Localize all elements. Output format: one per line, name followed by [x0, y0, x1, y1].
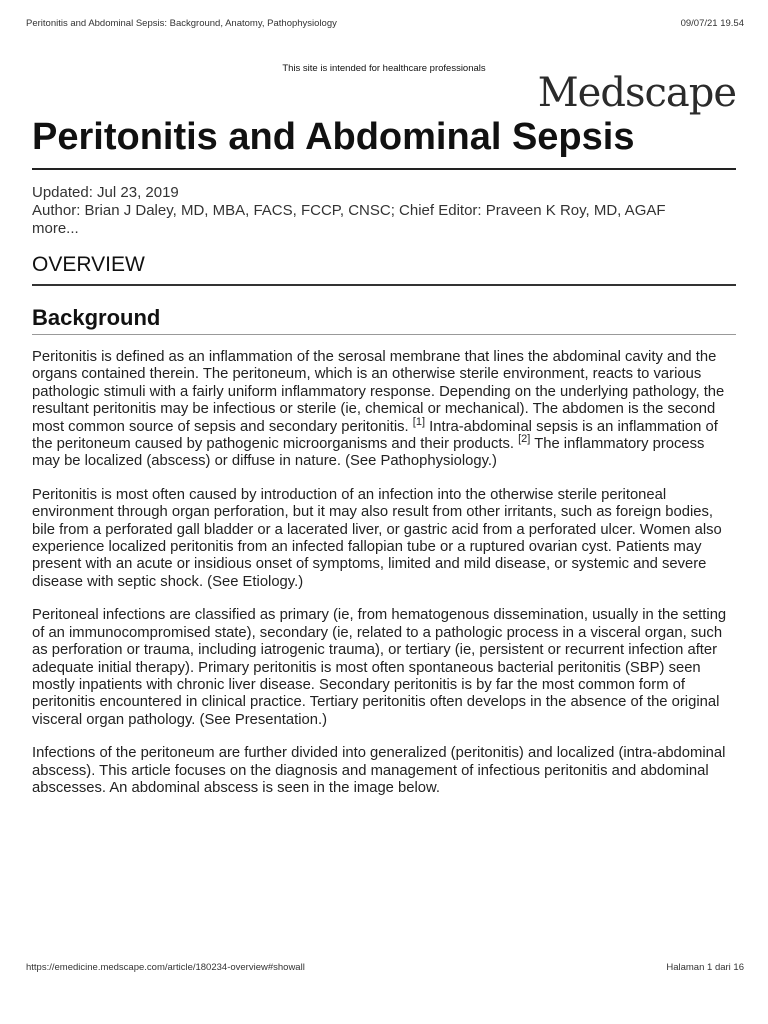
- print-header-datetime: 09/07/21 19.54: [680, 18, 744, 29]
- section-heading: OVERVIEW: [32, 252, 736, 286]
- reference-1-link[interactable]: [1]: [412, 415, 426, 428]
- medscape-logo[interactable]: Medscape: [537, 70, 736, 116]
- print-footer: [26, 962, 744, 973]
- paragraph-3: Peritoneal infections are classified as primary (ie, from hematogenous dissemination, usually in the setting of an immunocompromised state), secondary (ie, related to a pathologic process in a visceral organ, such as perforation or trauma, including iatrogenic trauma), or tertiary (ie, persistent or recurrent infection after adequate initial therapy). Primary peritonitis is most often spontaneous bacterial peritonitis (SBP) seen mostly inpatients with chronic liver disease. Secondary peritonitis is by far the most common form of peritonitis encountered in clinical practice. Tertiary peritonitis often develops in the absence of the original visceral organ pathology. (See Presentation.): [32, 607, 727, 728]
- paragraph-2: Peritonitis is most often caused by introduction of an infection into the otherwise sterile peritoneal environment through organ perforation, but it may also result from other irritants, such as foreign bodies, bile from a perforated gall bladder or a lacerated liver, or gastric acid from a perforated ulcer. Women also experience localized peritonitis from an infected fallopian tube or a ruptured ovarian cyst. Patients may present with an acute or insidious onset of symptoms, limited and mild disease, or systemic and severe disease with septic shock. (See Etiology.): [32, 486, 722, 590]
- print-footer-page: Halaman 1 dari 16: [666, 962, 744, 973]
- updated-date: Updated: Jul 23, 2019: [32, 184, 179, 201]
- paragraph-1: [32, 349, 736, 471]
- subsection-heading: Background: [32, 304, 736, 335]
- reference-2-link[interactable]: [2]: [518, 433, 531, 446]
- print-header-title: Peritonitis and Abdominal Sepsis: Background, Anatomy, Pathophysiology: [26, 18, 337, 29]
- site-notice: This site is intended for healthcare professionals: [282, 63, 486, 74]
- article: [32, 114, 736, 812]
- author-line: Author: Brian J Daley, MD, MBA, FACS, FCCP, CNSC; Chief Editor: Praveen K Roy, MD, AGAF: [32, 202, 666, 219]
- more-link[interactable]: more...: [32, 220, 79, 237]
- paragraph-1-text-c: The inflammatory process may be localized (abscess) or diffuse in nature. (See Pathophysiology.): [32, 436, 705, 470]
- paragraph-1-text-a: Peritonitis is defined as an inflammation of the serosal membrane that lines the abdominal cavity and the organs contained therein. The peritoneum, which is an otherwise sterile environment, reacts to various pathologic stimuli with a fairly uniform inflammatory response. Depending on the underlying pathology, the resultant peritonitis may be infectious or sterile (ie, chemical or mechanical). The abdomen is the second most common source of sepsis and secondary peritonitis.: [32, 349, 725, 435]
- article-meta: [32, 184, 736, 238]
- page-title: Peritonitis and Abdominal Sepsis: [32, 114, 736, 170]
- print-footer-url: https://emedicine.medscape.com/article/180234-overview#showall: [26, 962, 305, 973]
- paragraph-1-text-b: Intra-abdominal sepsis is an inflammation of the peritoneum caused by pathogenic microorganisms and their products.: [32, 418, 718, 453]
- print-header: [26, 18, 744, 29]
- paragraph-4: Infections of the peritoneum are further divided into generalized (peritonitis) and localized (intra-abdominal abscess). This article focuses on the diagnosis and management of infectious peritonitis and abdominal abscesses. An abdominal abscess is seen in the image below.: [32, 745, 726, 796]
